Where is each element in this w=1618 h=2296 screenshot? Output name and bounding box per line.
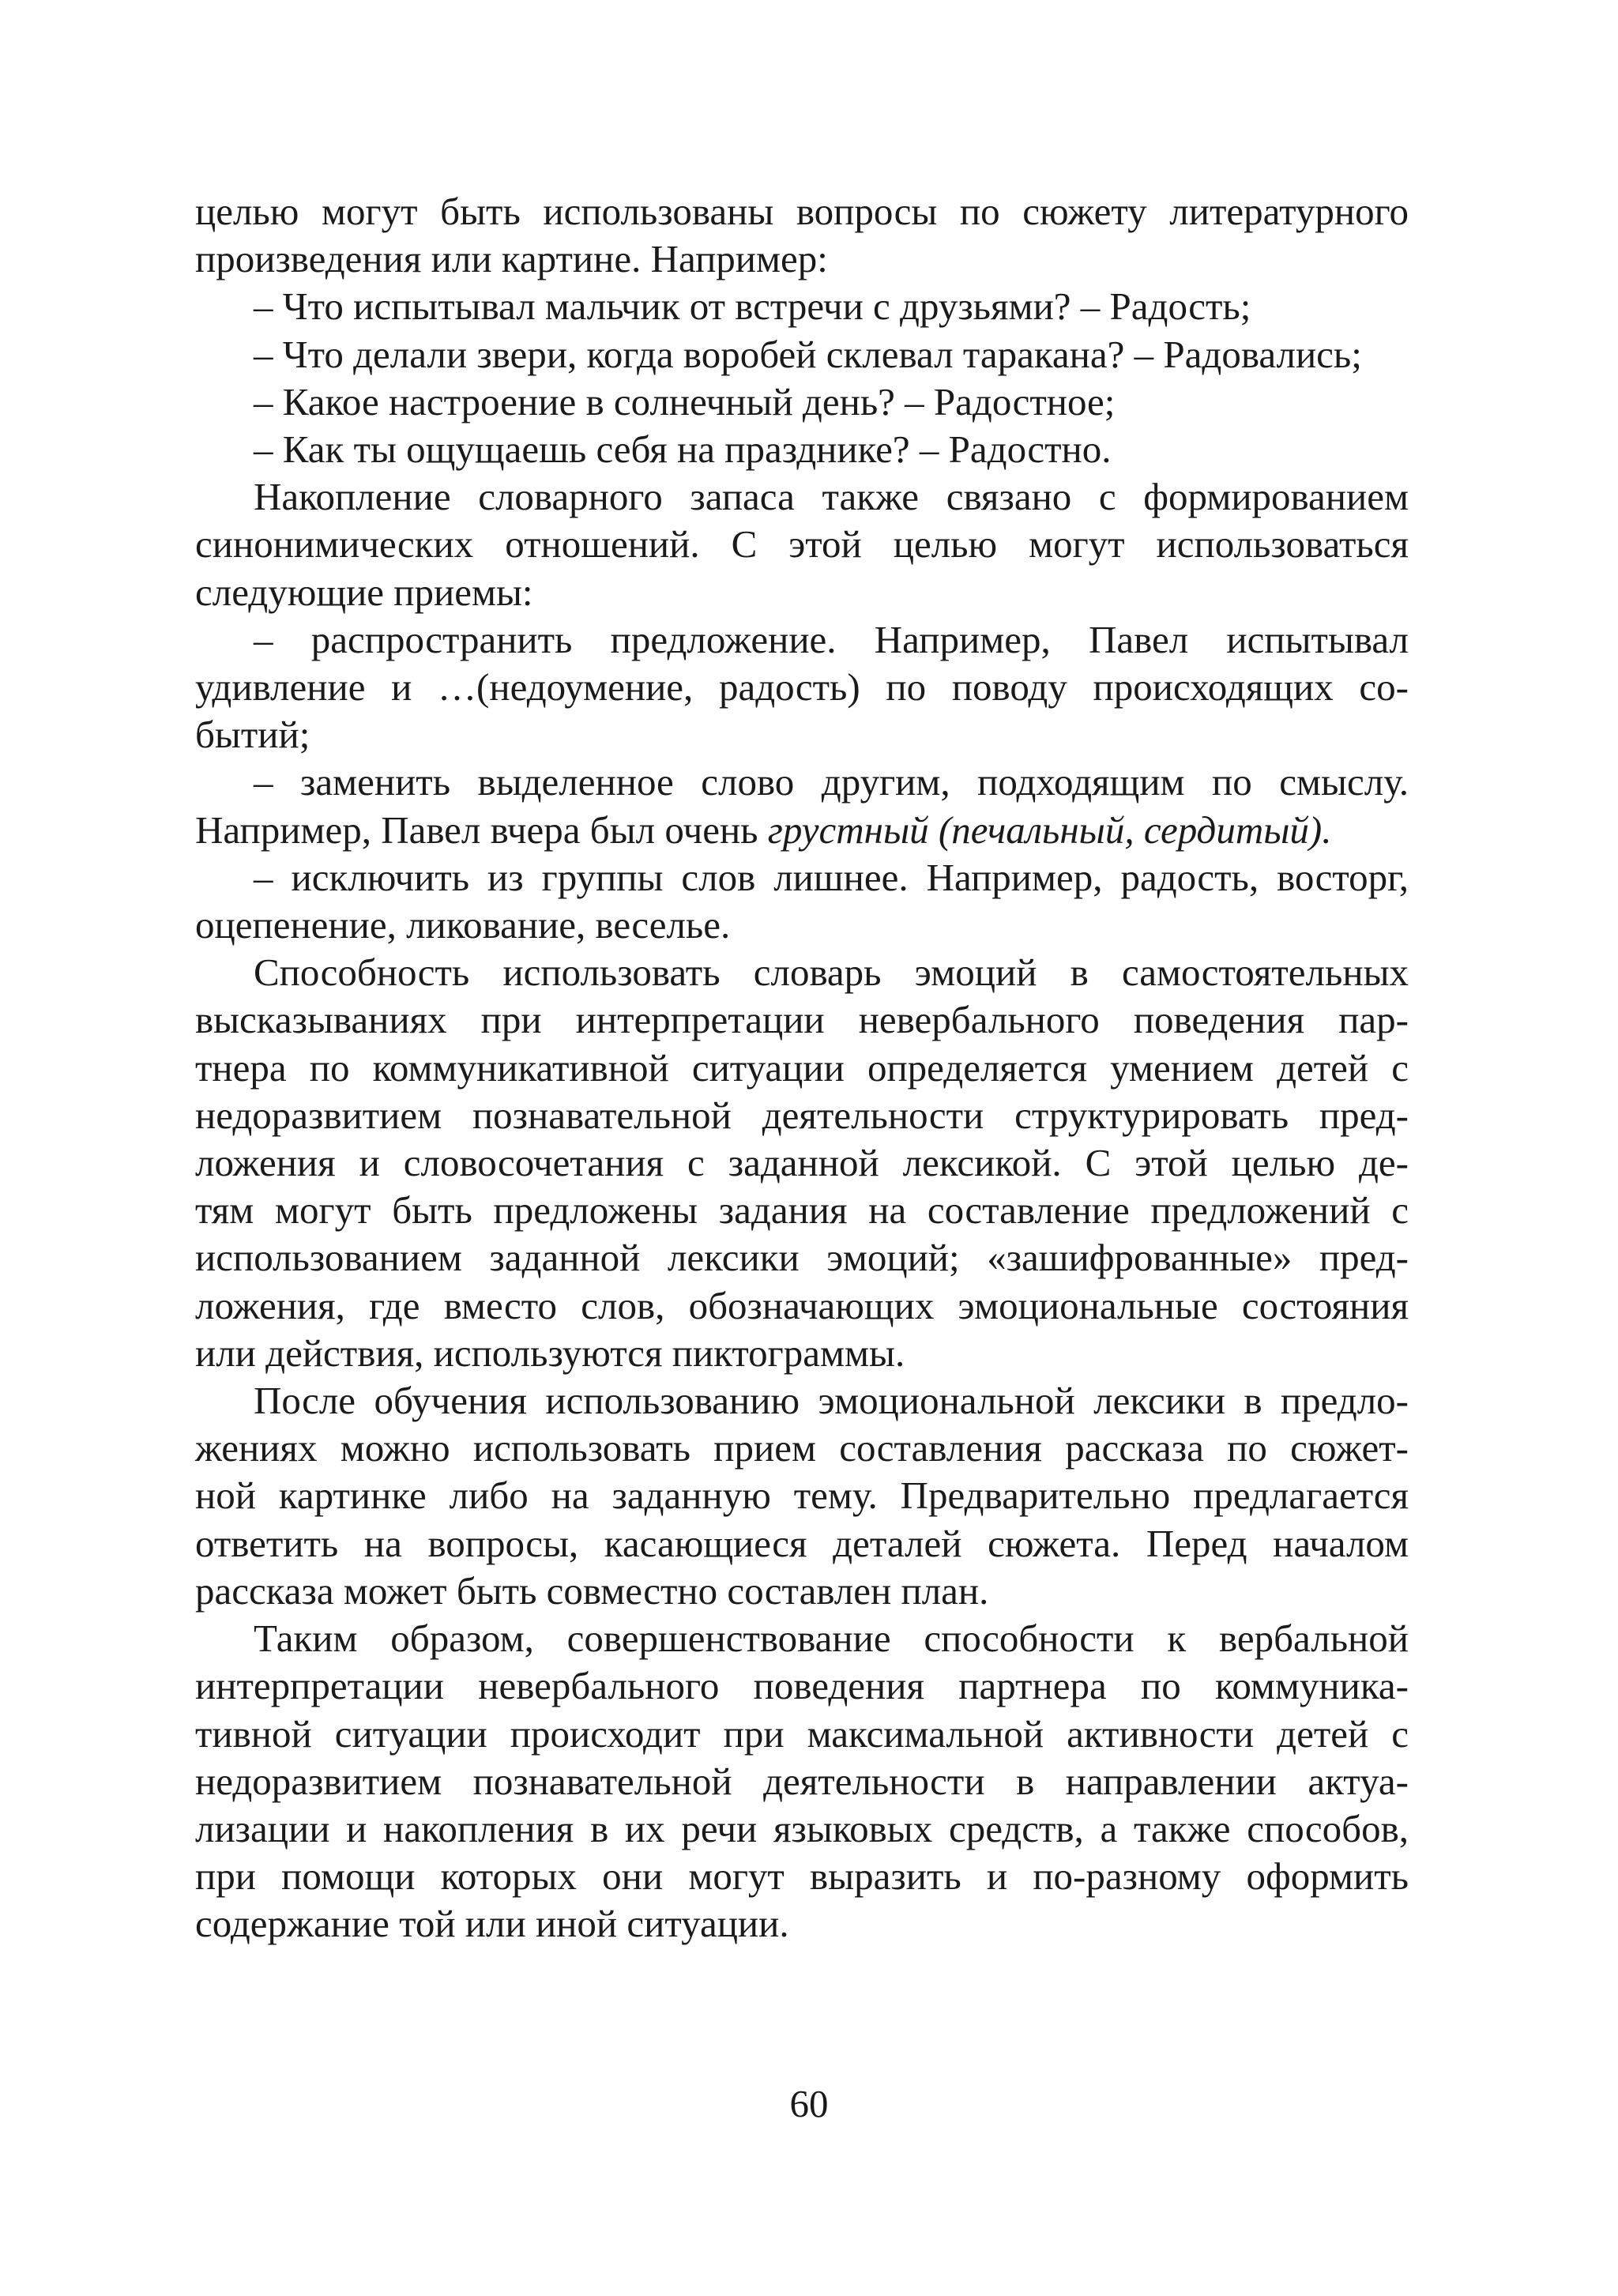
text-line: следующие приемы: — [195, 570, 533, 614]
technique-extend-sentence — [195, 616, 1409, 759]
text-line — [195, 807, 1409, 854]
text-line: тям могут быть предложены задания на составление предложений с — [195, 1188, 1409, 1233]
paragraph-conclusion — [195, 1615, 1409, 1948]
text-line: ной картинке либо на заданную тему. Предварительно предлагается — [195, 1474, 1409, 1518]
paragraph-vocabulary-synonyms — [195, 473, 1409, 616]
example-question-2 — [195, 331, 1409, 378]
text-line: оцепенение, ликование, веселье. — [195, 903, 731, 947]
text-line: Накопление словарного запаса также связано с формированием — [254, 475, 1409, 519]
text-line: ложения и словосочетания с заданной лексикой. С этой целью де- — [195, 1141, 1409, 1185]
text-line: рассказа может быть совместно составлен план. — [195, 1568, 989, 1613]
text-line: удивление и …(недоумение, радость) по поводу происходящих со- — [195, 665, 1409, 710]
text-line: – Как ты ощущаешь себя на празднике? – Радостно. — [254, 427, 1112, 472]
text-line: – заменить выделенное слово другим, подходящим по смыслу. — [254, 760, 1409, 804]
text-line: целью могут быть использованы вопросы по сюжету литературного — [195, 190, 1409, 233]
text-line: ложения, где вместо слов, обозначающих эмоциональные состояния — [195, 1283, 1409, 1327]
text-line: – Какое настроение в солнечный день? – Радостное; — [254, 379, 1116, 423]
paragraph-intro-continuation — [195, 188, 1409, 283]
text-line: лизации и накопления в их речи языковых средств, а также способов, — [195, 1806, 1409, 1850]
text-line: использованием заданной лексики эмоций; «зашифрованные» пред- — [195, 1236, 1409, 1280]
text-line: бытий; — [195, 713, 310, 757]
text-line: После обучения использованию эмоциональной лексики в предло- — [254, 1379, 1409, 1423]
technique-replace-word — [195, 758, 1409, 853]
example-question-4 — [195, 426, 1409, 473]
text-line: ответить на вопросы, касающиеся деталей сюжета. Перед началом — [195, 1521, 1409, 1565]
text-line: – исключить из группы слов лишнее. Например, радость, восторг, — [254, 855, 1409, 899]
text-line: интерпретации невербального поведения партнера по коммуника- — [195, 1664, 1409, 1708]
text-line: высказываниях при интерпретации невербального поведения пар- — [195, 998, 1409, 1042]
text-line: – Что испытывал мальчик от встречи с друзьями? – Радость; — [254, 284, 1251, 329]
body-text — [195, 188, 1409, 1948]
text-line: жениях можно использовать прием составления рассказа по сюжет- — [195, 1426, 1409, 1470]
example-question-3 — [195, 378, 1409, 426]
text-line: Способность использовать словарь эмоций в самостоятельных — [254, 950, 1409, 995]
text-line: недоразвитием познавательной деятельности структурировать пред- — [195, 1093, 1409, 1137]
text-line: при помощи которых они могут выразить и по-разному оформить — [195, 1854, 1409, 1899]
text-line: произведения или картине. Например: — [195, 237, 828, 281]
text-line: тивной ситуации происходит при максимальной активности детей с — [195, 1711, 1409, 1756]
text-line: содержание той или иной ситуации. — [195, 1902, 789, 1946]
technique-exclude-word — [195, 854, 1409, 949]
page-number: 60 — [789, 2082, 829, 2125]
paragraph-emotion-vocabulary-ability — [195, 949, 1409, 1377]
text-line: синонимических отношений. С этой целью могут использоваться — [195, 522, 1409, 566]
text-line: недоразвитием познавательной деятельности в направлении актуа- — [195, 1759, 1409, 1803]
text-line: – Что делали звери, когда воробей склевал таракана? – Радовались; — [254, 332, 1362, 376]
text-line: Таким образом, совершенствование способности к вербальной — [254, 1617, 1409, 1661]
example-question-1 — [195, 283, 1409, 330]
text-line: тнера по коммуникативной ситуации определяется умением детей с — [195, 1045, 1409, 1090]
paragraph-story-composition — [195, 1377, 1409, 1615]
italic-example-words: грустный (печальный, сердитый). — [767, 807, 1332, 852]
text-line: или действия, используются пиктограммы. — [195, 1331, 905, 1375]
text-line: – распространить предложение. Например, Павел испытывал — [254, 617, 1409, 661]
text-span: Например, Павел вчера был очень — [195, 807, 768, 852]
